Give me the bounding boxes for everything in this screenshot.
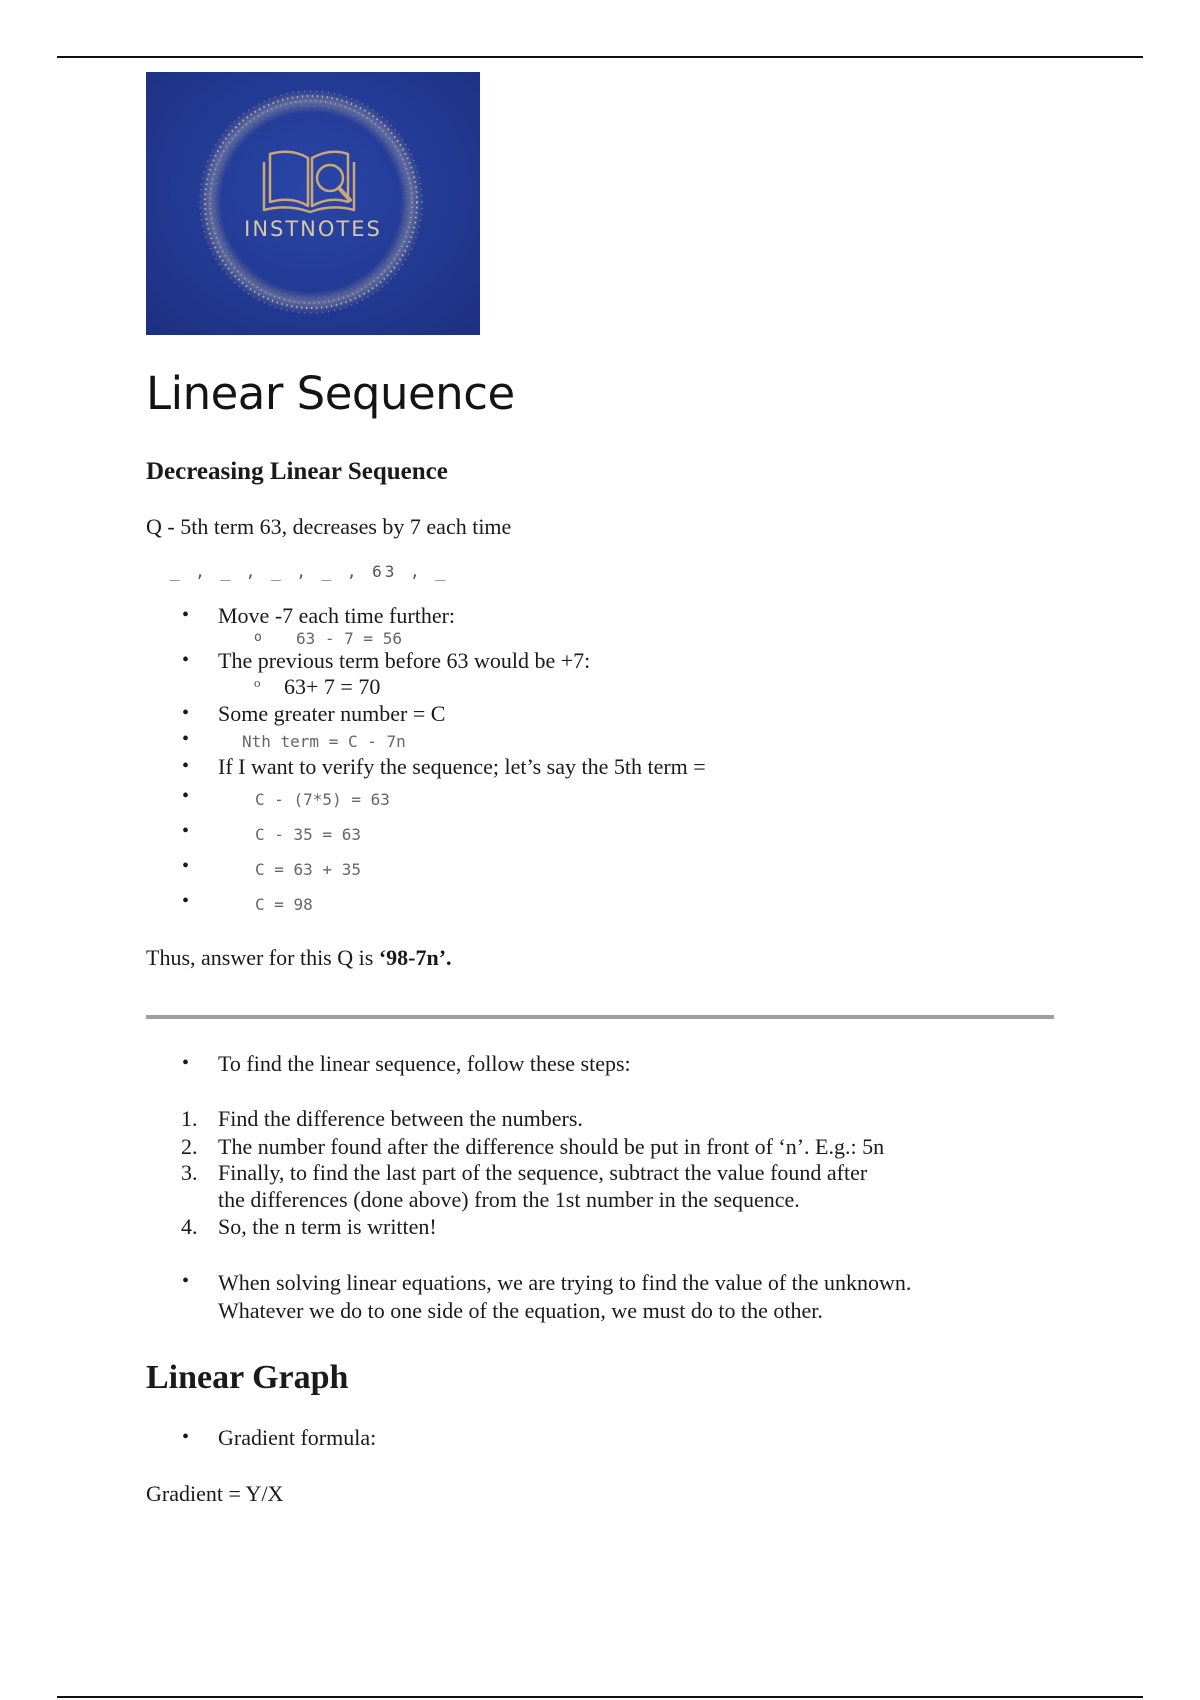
list-item <box>146 1425 1066 1451</box>
bullet-code: C - 35 = 63 <box>255 825 361 845</box>
step-text: So, the n term is written! <box>218 1214 437 1240</box>
list-item <box>146 701 1066 727</box>
answer-value: ‘98-7n’. <box>378 944 452 970</box>
section-heading-decreasing: Decreasing Linear Sequence <box>146 458 448 485</box>
list-item <box>146 815 1066 850</box>
bullet-code: Nth term = C - 7n <box>242 732 406 752</box>
graph-list <box>146 1425 1066 1451</box>
bullet-text: Move -7 each time further: <box>218 603 456 629</box>
page-title: Linear Sequence <box>146 367 515 420</box>
bullet-text: If I want to verify the sequence; let’s say the 5th term = <box>218 753 706 779</box>
step-text: The number found after the difference should be put in front of ‘n’. E.g.: 5n <box>218 1133 885 1159</box>
logo-ring-icon <box>146 72 480 335</box>
list-item <box>146 1133 1066 1161</box>
list-item <box>146 754 1066 780</box>
step-text: Finally, to find the last part of the sequence, subtract the value found after the differences (done above) from the 1st number in the sequence. <box>218 1160 868 1212</box>
question-text: Q - 5th term 63, decreases by 7 each time <box>146 514 512 539</box>
list-item <box>146 1051 1066 1077</box>
list-item <box>146 1269 1066 1325</box>
bullet-code: C = 98 <box>255 895 313 915</box>
bullet-text: Gradient formula: <box>218 1424 377 1450</box>
intro-list <box>146 1051 1066 1077</box>
bullet-text: When solving linear equations, we are trying to find the value of the unknown. Whatever we do to one side of the equation, we must do to the other. <box>218 1269 912 1323</box>
list-item <box>146 648 1066 701</box>
instnotes-logo <box>146 72 480 335</box>
step-number: 2. <box>181 1133 198 1159</box>
top-rule <box>57 56 1143 58</box>
step-number: 3. <box>181 1160 198 1186</box>
document-page <box>146 72 1066 1508</box>
section-heading-linear-graph: Linear Graph <box>146 1359 349 1397</box>
gradient-formula: Gradient = Y/X <box>146 1481 284 1507</box>
logo-text: INSTNOTES <box>244 217 382 241</box>
list-item <box>146 780 1066 815</box>
answer-line <box>146 945 1066 971</box>
steps-list <box>146 603 1066 920</box>
list-item <box>146 727 1066 753</box>
section-divider <box>146 1015 1054 1019</box>
bullet-text: The previous term before 63 would be +7: <box>218 647 591 673</box>
sub-item: o 63+ 7 = 70 <box>146 674 1066 700</box>
sequence-blanks: _ , _ , _ , _ , 63 , _ <box>170 562 448 582</box>
bullet-code: C = 63 + 35 <box>255 860 361 880</box>
list-item <box>146 603 1066 648</box>
step-number: 4. <box>181 1214 198 1240</box>
step-number: 1. <box>181 1106 198 1132</box>
numbered-steps <box>146 1105 1066 1240</box>
list-item <box>146 1105 1066 1133</box>
bullet-text: Some greater number = C <box>218 700 446 726</box>
bottom-rule <box>57 1696 1143 1698</box>
bullet-text: To find the linear sequence, follow these steps: <box>218 1051 631 1077</box>
bullet-code: C - (7*5) = 63 <box>255 789 390 809</box>
sub-item: o 63 - 7 = 56 <box>146 629 1066 648</box>
list-item <box>146 1160 1066 1213</box>
list-item <box>146 885 1066 920</box>
list-item <box>146 1213 1066 1241</box>
list-item <box>146 850 1066 885</box>
step-text: Find the difference between the numbers. <box>218 1106 583 1132</box>
note-list <box>146 1269 1066 1325</box>
answer-prefix: Thus, answer for this Q is <box>146 944 379 970</box>
